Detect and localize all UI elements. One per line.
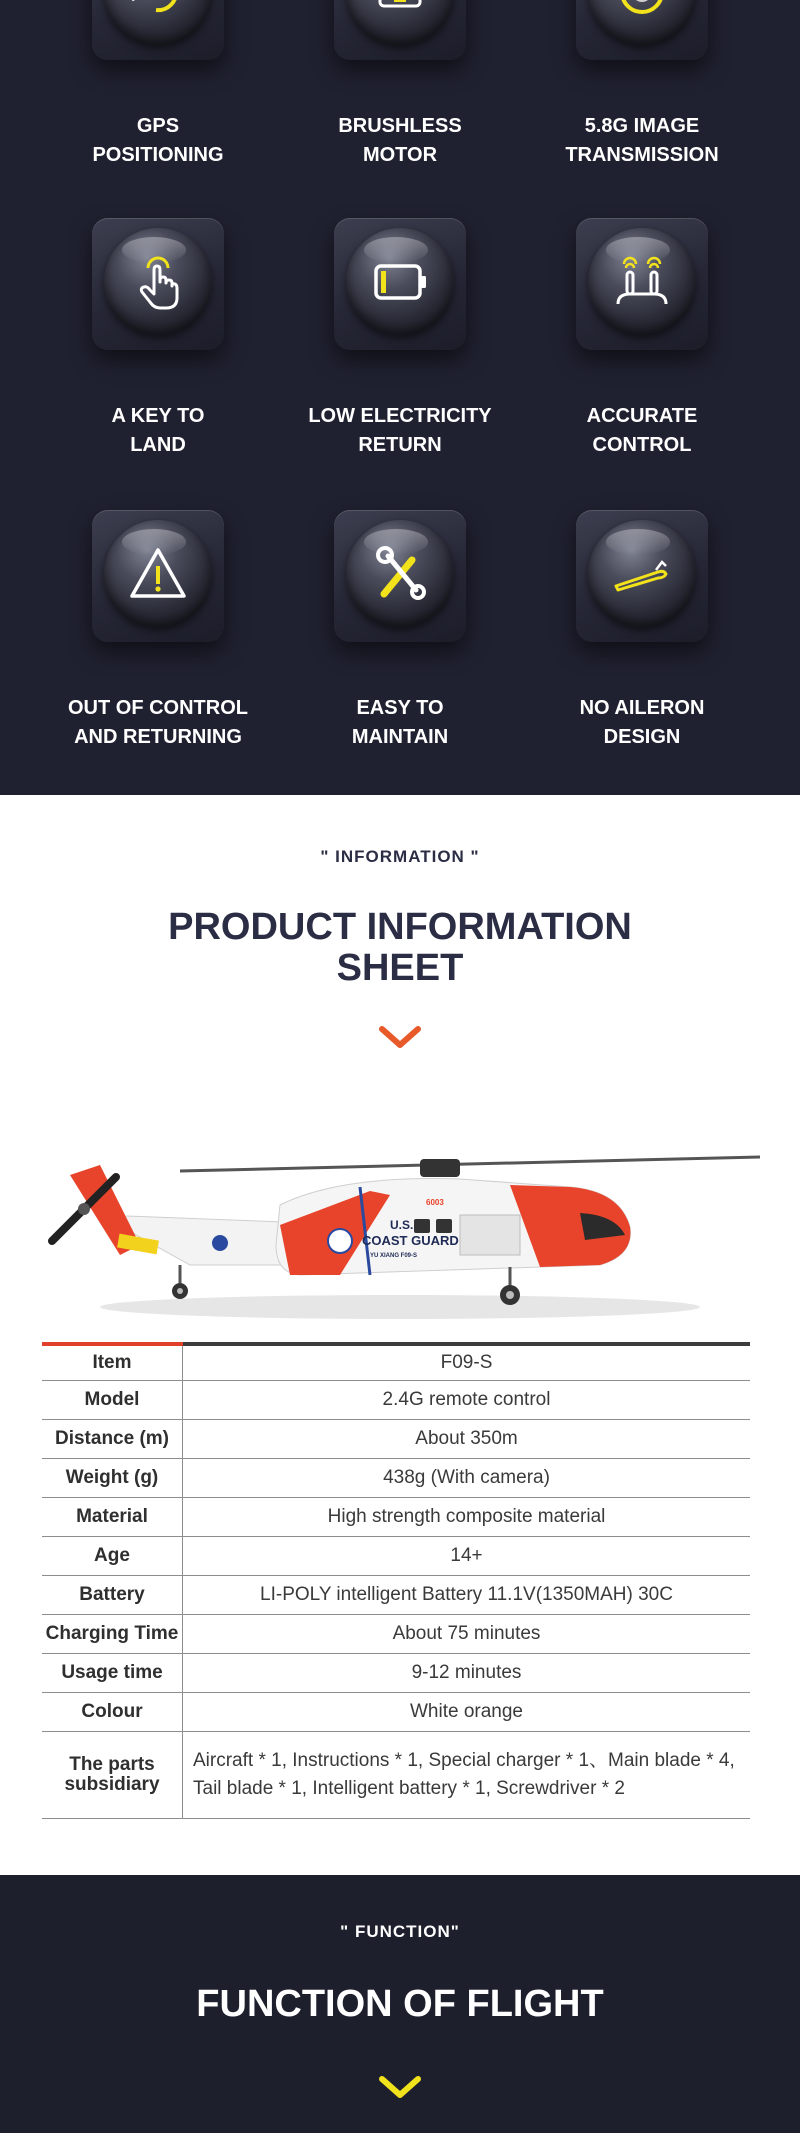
spec-key: Battery xyxy=(42,1576,183,1614)
heli-text-line1: U.S. xyxy=(390,1218,414,1232)
chevron-down-icon xyxy=(378,1025,422,1049)
function-section xyxy=(0,1875,800,2133)
feature-tile xyxy=(92,0,224,60)
spec-value: 2.4G remote control xyxy=(382,1389,551,1410)
motor-icon xyxy=(368,0,432,24)
spec-value: LI-POLY intelligent Battery 11.1V(1350MAH) 30C xyxy=(260,1584,673,1605)
spec-value: 9-12 minutes xyxy=(411,1662,522,1683)
table-row xyxy=(42,1693,750,1732)
spec-key: The parts subsidiary xyxy=(42,1732,183,1818)
table-row xyxy=(42,1615,750,1654)
spec-value: About 75 minutes xyxy=(392,1623,541,1644)
spec-key: Colour xyxy=(42,1693,183,1731)
table-row xyxy=(42,1420,750,1459)
feature-label: 5.8G IMAGE TRANSMISSION xyxy=(565,115,719,166)
feature-tile xyxy=(576,218,708,350)
table-row xyxy=(42,1346,750,1381)
feature-tile xyxy=(334,218,466,350)
section-kicker: " INFORMATION " xyxy=(320,847,480,866)
spec-key: Weight (g) xyxy=(42,1459,183,1497)
feature-label: LOW ELECTRICITY RETURN xyxy=(308,405,492,456)
spec-value: 14+ xyxy=(450,1545,483,1566)
table-row xyxy=(42,1459,750,1498)
table-row xyxy=(42,1498,750,1537)
camera-lens-icon xyxy=(610,0,674,24)
spec-key: Material xyxy=(42,1498,183,1536)
feature-label: BRUSHLESS MOTOR xyxy=(338,115,462,166)
feature-tile xyxy=(92,510,224,642)
spec-value: F09-S xyxy=(440,1352,493,1373)
table-row xyxy=(42,1732,750,1819)
feature-label: ACCURATE CONTROL xyxy=(586,405,698,456)
spec-key: Age xyxy=(42,1537,183,1575)
table-row xyxy=(42,1576,750,1615)
helicopter-image xyxy=(40,1095,760,1325)
spec-value: White orange xyxy=(409,1701,523,1722)
spec-key: Usage time xyxy=(42,1654,183,1692)
feature-tile xyxy=(334,0,466,60)
remote-control-icon xyxy=(610,250,674,314)
section-title: PRODUCT INFORMATION SHEET xyxy=(168,906,632,989)
gps-satellite-icon xyxy=(126,0,190,24)
features-section xyxy=(0,0,800,795)
tools-icon xyxy=(368,542,432,606)
feature-label: EASY TO MAINTAIN xyxy=(351,697,449,748)
warning-icon xyxy=(126,542,190,606)
feature-tile xyxy=(92,218,224,350)
feature-tile xyxy=(576,0,708,60)
spec-value: About 350m xyxy=(415,1428,518,1449)
spec-key: Distance (m) xyxy=(42,1420,183,1458)
feature-label: OUT OF CONTROL AND RETURNING xyxy=(68,697,248,748)
tap-hand-icon xyxy=(126,250,190,314)
heli-text-line2: COAST GUARD xyxy=(362,1233,459,1248)
spec-value: 438g (With camera) xyxy=(383,1467,550,1488)
spec-key: Model xyxy=(42,1381,183,1419)
feature-label: A KEY TO LAND xyxy=(111,405,205,456)
table-row xyxy=(42,1537,750,1576)
table-row xyxy=(42,1381,750,1420)
aileron-icon xyxy=(610,542,674,606)
feature-label: GPS POSITIONING xyxy=(92,115,224,166)
spec-value: High strength composite material xyxy=(327,1506,606,1527)
heli-text-line3: YU XIANG F09-S xyxy=(370,1253,418,1259)
table-row xyxy=(42,1654,750,1693)
section-kicker: " FUNCTION" xyxy=(340,1922,460,1941)
spec-value: Aircraft * 1, Instructions * 1, Special charger * 1、Main blade * 4, Tail blade * 1, Intelligent battery * 1, Screwdriver * 2 xyxy=(193,1750,735,1799)
spec-table xyxy=(42,1342,750,1819)
heli-number: 6003 xyxy=(426,1198,444,1207)
chevron-down-icon xyxy=(378,2075,422,2099)
information-section xyxy=(0,795,800,1875)
feature-label: NO AILERON DESIGN xyxy=(579,697,705,748)
spec-key: Charging Time xyxy=(42,1615,183,1653)
feature-tile xyxy=(334,510,466,642)
section-title: FUNCTION OF FLIGHT xyxy=(196,1983,604,2025)
low-battery-icon xyxy=(368,250,432,314)
spec-key: Item xyxy=(42,1346,183,1380)
feature-tile xyxy=(576,510,708,642)
